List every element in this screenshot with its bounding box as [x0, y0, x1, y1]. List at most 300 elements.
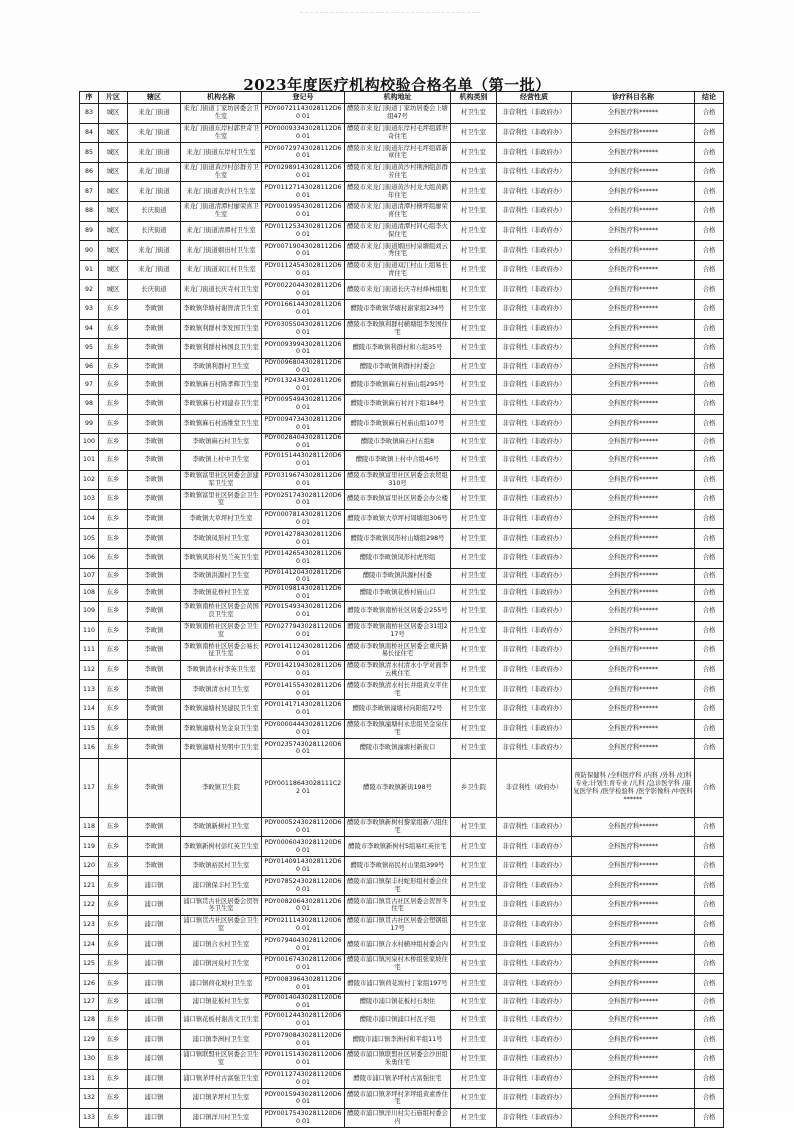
cell-address: 醴陵市浦口镇贯古社区居委会贺智冬住宅 — [345, 896, 451, 916]
cell-seq: 101 — [80, 450, 99, 470]
cell-town: 李畋镇 — [128, 434, 181, 451]
cell-town: 来龙门街道 — [128, 241, 181, 261]
table-row — [80, 856, 724, 876]
table-row — [80, 758, 724, 817]
cell-result: 合格 — [695, 568, 724, 585]
cell-seq: 107 — [80, 568, 99, 585]
cell-town: 李畋镇 — [128, 660, 181, 680]
cell-seq: 106 — [80, 548, 99, 568]
cell-area: 东乡 — [99, 1010, 128, 1030]
table-row — [80, 182, 724, 202]
cell-subjects: 全科医疗科****** — [572, 319, 695, 339]
table-header-row — [80, 92, 724, 104]
cell-result: 合格 — [695, 1010, 724, 1030]
cell-subjects: 全科医疗科****** — [572, 241, 695, 261]
cell-reg: PDY01514430281120D60 01 — [262, 450, 345, 470]
cell-area: 城区 — [99, 123, 128, 143]
cell-nature: 非营利性（非政府办） — [497, 414, 572, 434]
cell-area: 东乡 — [99, 358, 128, 375]
cell-result: 合格 — [695, 1089, 724, 1109]
cell-subjects: 全科医疗科****** — [572, 414, 695, 434]
cell-area: 城区 — [99, 221, 128, 241]
cell-subjects: 全科医疗科****** — [572, 1030, 695, 1050]
cell-seq: 122 — [80, 896, 99, 916]
col-header-reg: 登记号 — [262, 92, 345, 104]
cell-seq: 117 — [80, 758, 99, 817]
cell-nature: 非营利性（非政府办） — [497, 739, 572, 759]
cell-subjects: 全科医疗科****** — [572, 621, 695, 641]
cell-reg: PDY00820643028112D60 01 — [262, 896, 345, 916]
cell-area: 东乡 — [99, 1030, 128, 1050]
cell-seq: 110 — [80, 621, 99, 641]
cell-name: 李畋镇南桥社区居委会黄国良卫生室 — [181, 601, 262, 621]
cell-category: 村卫生室 — [451, 299, 497, 319]
cell-address: 醴陵市来龙门街道长庆寺村烽林组租 — [345, 280, 451, 300]
table-body — [80, 104, 724, 1128]
cell-town: 浦口镇 — [128, 954, 181, 974]
cell-subjects: 全科医疗科****** — [572, 1049, 695, 1069]
cell-nature: 非营利性（非政府办） — [497, 1049, 572, 1069]
cell-address: 醴陵市浦口镇洋川村尖石庙组村委会内 — [345, 1108, 451, 1128]
cell-result: 合格 — [695, 434, 724, 451]
cell-area: 城区 — [99, 241, 128, 261]
cell-subjects: 全科医疗科****** — [572, 837, 695, 857]
cell-reg: PDY01415543028112D60 01 — [262, 680, 345, 700]
cell-nature: 非营利性（非政府办） — [497, 1108, 572, 1128]
table-row — [80, 1089, 724, 1109]
cell-address: 醴陵市来龙门街道东岸村毛坪组郭新章住宅 — [345, 143, 451, 163]
cell-result: 合格 — [695, 414, 724, 434]
cell-town: 来龙门街道 — [128, 104, 181, 124]
cell-result: 合格 — [695, 201, 724, 221]
cell-address: 醴陵市来龙门街道双江村山上组易长青住宅 — [345, 260, 451, 280]
cell-reg: PDY00167430281120D60 01 — [262, 954, 345, 974]
cell-subjects: 全科医疗科****** — [572, 585, 695, 602]
cell-category: 村卫生室 — [451, 201, 497, 221]
cell-subjects: 全科医疗科****** — [572, 680, 695, 700]
cell-name: 浦口镇合水村卫生室 — [181, 935, 262, 955]
cell-address: 醴陵市来龙门街道东岸村毛坪组郭世奇住宅 — [345, 123, 451, 143]
cell-nature: 非营利性（非政府办） — [497, 601, 572, 621]
cell-reg: PDY01098143028112D60 01 — [262, 585, 345, 602]
cell-reg: PDY01661443028112D60 01 — [262, 299, 345, 319]
cell-town: 浦口镇 — [128, 1089, 181, 1109]
col-header-seq: 序 — [80, 92, 99, 104]
cell-address: 醴陵市李畋镇利群村村委会 — [345, 358, 451, 375]
cell-name: 李畋镇麻石村陈孝辉卫生室 — [181, 375, 262, 395]
cell-reg: PDY01417143028112D60 01 — [262, 699, 345, 719]
cell-subjects: 全科医疗科****** — [572, 856, 695, 876]
cell-reg: PDY07852430281120D60 01 — [262, 876, 345, 896]
cell-reg: PDY02779430281120D60 01 — [262, 621, 345, 641]
cell-name: 李畋镇凤形村卫生室 — [181, 529, 262, 549]
cell-name: 来龙门街道清潭村卫生室 — [181, 221, 262, 241]
cell-result: 合格 — [695, 954, 724, 974]
cell-area: 东乡 — [99, 876, 128, 896]
cell-result: 合格 — [695, 104, 724, 124]
cell-town: 浦口镇 — [128, 915, 181, 935]
cell-address: 醴陵市李畋镇新街198号 — [345, 758, 451, 817]
cell-address: 醴陵市李畋镇南桥社区居委会重庆路易长征住宅 — [345, 641, 451, 661]
cell-name: 李畋镇麻石村汤维堂卫生室 — [181, 414, 262, 434]
table-row — [80, 601, 724, 621]
cell-nature: 非营利性（非政府办） — [497, 954, 572, 974]
cell-reg: PDY02357430281120D60 01 — [262, 739, 345, 759]
cell-town: 浦口镇 — [128, 1049, 181, 1069]
cell-result: 合格 — [695, 548, 724, 568]
cell-result: 合格 — [695, 601, 724, 621]
cell-result: 合格 — [695, 758, 724, 817]
cell-nature: 非营利性（非政府办） — [497, 660, 572, 680]
cell-name: 浦口镇保丰村卫生室 — [181, 876, 262, 896]
cell-nature: 非营利性（非政府办） — [497, 876, 572, 896]
cell-seq: 85 — [80, 143, 99, 163]
cell-subjects: 全科医疗科****** — [572, 529, 695, 549]
cell-subjects: 全科医疗科****** — [572, 104, 695, 124]
cell-address: 醴陵市浦口镇联盟社区居委会沙田组朱勇住宅 — [345, 1049, 451, 1069]
cell-area: 东乡 — [99, 974, 128, 994]
cell-reg: PDY01549343028112D60 01 — [262, 601, 345, 621]
cell-subjects: 全科医疗科****** — [572, 719, 695, 739]
table-row — [80, 450, 724, 470]
cell-name: 李畋镇富里社区居委会卫生室 — [181, 490, 262, 510]
cell-area: 东乡 — [99, 339, 128, 359]
cell-name: 李畋镇富里社区居委会彭建军卫生室 — [181, 470, 262, 490]
cell-town: 李畋镇 — [128, 856, 181, 876]
cell-name: 浦口镇茅坪村卫生室 — [181, 1089, 262, 1109]
table-row — [80, 299, 724, 319]
cell-town: 浦口镇 — [128, 1069, 181, 1089]
cell-reg: PDY01127143028112D60 01 — [262, 182, 345, 202]
table-row — [80, 358, 724, 375]
cell-result: 合格 — [695, 739, 724, 759]
cell-nature: 非营利性（非政府办） — [497, 856, 572, 876]
cell-subjects: 全科医疗科****** — [572, 490, 695, 510]
table-row — [80, 641, 724, 661]
cell-address: 醴陵市李畋镇麻石村河下组184号 — [345, 395, 451, 415]
cell-name: 李畋镇清水村卫生室 — [181, 680, 262, 700]
cell-category: 村卫生室 — [451, 280, 497, 300]
cell-reg: PDY00060430281120D60 01 — [262, 837, 345, 857]
col-header-name: 机构名称 — [181, 92, 262, 104]
cell-address: 醴陵市李畋镇潼塘村永忠组吴金泉住宅 — [345, 719, 451, 739]
cell-reg: PDY02517430281120D60 01 — [262, 490, 345, 510]
table-row — [80, 1108, 724, 1128]
cell-reg: PDY00839643028112D60 01 — [262, 974, 345, 994]
cell-category: 村卫生室 — [451, 182, 497, 202]
cell-result: 合格 — [695, 299, 724, 319]
cell-area: 东乡 — [99, 568, 128, 585]
cell-town: 李畋镇 — [128, 358, 181, 375]
cell-nature: 非营利性（非政府办） — [497, 375, 572, 395]
cell-nature: 非营利性（非政府办） — [497, 182, 572, 202]
cell-town: 浦口镇 — [128, 1010, 181, 1030]
cell-nature: 非营利性（非政府办） — [497, 280, 572, 300]
col-header-result: 结论 — [695, 92, 724, 104]
cell-name: 浦口镇河泉村卫生室 — [181, 954, 262, 974]
cell-category: 村卫生室 — [451, 856, 497, 876]
cell-subjects: 全科医疗科****** — [572, 660, 695, 680]
cell-reg: PDY00947343028112D60 01 — [262, 414, 345, 434]
cell-address: 醴陵市浦口镇浦口村瓦子组 — [345, 1010, 451, 1030]
table-row — [80, 123, 724, 143]
cell-town: 浦口镇 — [128, 1030, 181, 1050]
cell-name: 来龙门街道黄沙村卫生室 — [181, 182, 262, 202]
cell-result: 合格 — [695, 896, 724, 916]
table-row — [80, 339, 724, 359]
cell-nature: 非营利性（非政府办） — [497, 641, 572, 661]
cell-name: 李畋镇大草坪村卫生室 — [181, 509, 262, 529]
col-header-category: 机构类别 — [451, 92, 497, 104]
table-row — [80, 162, 724, 182]
cell-town: 长庆街道 — [128, 280, 181, 300]
cell-seq: 95 — [80, 339, 99, 359]
cell-seq: 96 — [80, 358, 99, 375]
cell-seq: 92 — [80, 280, 99, 300]
cell-name: 浦口镇荷花坡村卫生室 — [181, 974, 262, 994]
cell-result: 合格 — [695, 470, 724, 490]
table-row — [80, 680, 724, 700]
cell-address: 醴陵市来龙门街道丁家坊居委会上塘组47号 — [345, 104, 451, 124]
cell-category: 村卫生室 — [451, 509, 497, 529]
cell-result: 合格 — [695, 585, 724, 602]
cell-category: 村卫生室 — [451, 680, 497, 700]
cell-result: 合格 — [695, 1049, 724, 1069]
cell-address: 醴陵市浦口镇茅坪村茅坪组黄素香住宅 — [345, 1089, 451, 1109]
cell-seq: 116 — [80, 739, 99, 759]
cell-nature: 非营利性（非政府办） — [497, 1010, 572, 1030]
cell-result: 合格 — [695, 241, 724, 261]
cell-name: 李畋镇潼塘村吴金泉卫生室 — [181, 719, 262, 739]
cell-seq: 113 — [80, 680, 99, 700]
cell-nature: 非营利性（非政府办） — [497, 1069, 572, 1089]
cell-address: 醴陵市浦口镇合水村横冲组村委会内 — [345, 935, 451, 955]
cell-seq: 109 — [80, 601, 99, 621]
cell-area: 东乡 — [99, 954, 128, 974]
cell-area: 东乡 — [99, 837, 128, 857]
cell-subjects: 全科医疗科****** — [572, 548, 695, 568]
cell-reg: PDY01421943028112D60 01 — [262, 660, 345, 680]
cell-address: 醴陵市李畋镇南桥社区居委会31组217号 — [345, 621, 451, 641]
cell-name: 浦口镇洋川村卫生室 — [181, 1108, 262, 1128]
cell-town: 来龙门街道 — [128, 162, 181, 182]
cell-nature: 非营利性（非政府办） — [497, 221, 572, 241]
cell-town: 李畋镇 — [128, 375, 181, 395]
cell-area: 东乡 — [99, 434, 128, 451]
cell-result: 合格 — [695, 974, 724, 994]
cell-seq: 131 — [80, 1069, 99, 1089]
cell-category: 村卫生室 — [451, 434, 497, 451]
cell-nature: 非营利性（非政府办） — [497, 994, 572, 1011]
cell-name: 李畋镇麻石村卫生室 — [181, 434, 262, 451]
cell-result: 合格 — [695, 339, 724, 359]
cell-subjects: 全科医疗科****** — [572, 954, 695, 974]
cell-category: 乡卫生院 — [451, 758, 497, 817]
cell-subjects: 全科医疗科****** — [572, 699, 695, 719]
cell-result: 合格 — [695, 395, 724, 415]
cell-subjects: 预防保健科 /全科医疗科 /内科 /外科 /妇科专业;计划生育专业 /儿科 /急诊医学科 /康复医学科 /医学检验科 /医学影像科 /中医科****** — [572, 758, 695, 817]
cell-category: 村卫生室 — [451, 817, 497, 837]
cell-name: 来龙门街道长庆寺村卫生室 — [181, 280, 262, 300]
cell-address: 醴陵市浦口镇花板村石坝住 — [345, 994, 451, 1011]
cell-nature: 非营利性（非政府办） — [497, 935, 572, 955]
cell-subjects: 全科医疗科****** — [572, 299, 695, 319]
cell-town: 李畋镇 — [128, 568, 181, 585]
cell-nature: 非营利性（非政府办） — [497, 241, 572, 261]
cell-name: 李畋镇利群村卫生室 — [181, 358, 262, 375]
cell-area: 城区 — [99, 201, 128, 221]
table-row — [80, 660, 724, 680]
cell-town: 李畋镇 — [128, 621, 181, 641]
cell-reg: PDY00220443028112D60 01 — [262, 280, 345, 300]
cell-area: 东乡 — [99, 758, 128, 817]
cell-result: 合格 — [695, 680, 724, 700]
cell-reg: PDY01411243028112D60 01 — [262, 641, 345, 661]
cell-category: 村卫生室 — [451, 915, 497, 935]
cell-nature: 非营利性（非政府办） — [497, 548, 572, 568]
cell-town: 李畋镇 — [128, 319, 181, 339]
cell-nature: 非营利性（非政府办） — [497, 162, 572, 182]
col-header-subjects: 诊疗科目名称 — [572, 92, 695, 104]
cell-town: 李畋镇 — [128, 490, 181, 510]
cell-address: 醴陵市来龙门街道姻田村泉塘组刘云秀住宅 — [345, 241, 451, 261]
cell-area: 东乡 — [99, 817, 128, 837]
cell-category: 村卫生室 — [451, 1108, 497, 1128]
cell-category: 村卫生室 — [451, 104, 497, 124]
cell-address: 醴陵市李畋镇南桥社区居委会255号 — [345, 601, 451, 621]
cell-name: 浦口镇茅坪村古富强卫生室 — [181, 1069, 262, 1089]
cell-area: 东乡 — [99, 375, 128, 395]
cell-seq: 132 — [80, 1089, 99, 1109]
cell-result: 合格 — [695, 837, 724, 857]
cell-result: 合格 — [695, 319, 724, 339]
cell-town: 来龙门街道 — [128, 182, 181, 202]
cell-seq: 99 — [80, 414, 99, 434]
cell-reg: PDY00078143028112D60 01 — [262, 509, 345, 529]
cell-reg: PDY01127430281120D60 01 — [262, 1069, 345, 1089]
cell-category: 村卫生室 — [451, 1030, 497, 1050]
cell-nature: 非营利性（非政府办） — [497, 201, 572, 221]
cell-subjects: 全科医疗科****** — [572, 260, 695, 280]
cell-name: 来龙门街道清潭村廖荣喜卫生室 — [181, 201, 262, 221]
cell-name: 李畋镇利群村李发国卫生室 — [181, 319, 262, 339]
cell-nature: 非营利性（非政府办） — [497, 319, 572, 339]
institution-table — [79, 91, 724, 1128]
cell-address: 醴陵市李畋镇利群村和六组35号 — [345, 339, 451, 359]
cell-area: 城区 — [99, 104, 128, 124]
cell-reg: PDY01412043028112D60 01 — [262, 568, 345, 585]
cell-category: 村卫生室 — [451, 1069, 497, 1089]
cell-seq: 119 — [80, 837, 99, 857]
cell-nature: 非营利性（非政府办） — [497, 817, 572, 837]
cell-subjects: 全科医疗科****** — [572, 974, 695, 994]
cell-address: 醴陵市浦口镇保丰村蛇形组村委会住宅 — [345, 876, 451, 896]
table-row — [80, 529, 724, 549]
cell-result: 合格 — [695, 529, 724, 549]
cell-nature: 非营利性（非政府办） — [497, 123, 572, 143]
cell-seq: 118 — [80, 817, 99, 837]
table-row — [80, 621, 724, 641]
cell-nature: 非营利性（非政府办） — [497, 1089, 572, 1109]
cell-reg: PDY00284043028112D60 01 — [262, 434, 345, 451]
table-row — [80, 470, 724, 490]
cell-area: 东乡 — [99, 1069, 128, 1089]
cell-reg: PDY00004443028112D60 01 — [262, 719, 345, 739]
cell-category: 村卫生室 — [451, 935, 497, 955]
cell-subjects: 全科医疗科****** — [572, 601, 695, 621]
cell-seq: 88 — [80, 201, 99, 221]
cell-address: 醴陵市李畋镇麻石村庙山组295号 — [345, 375, 451, 395]
cell-category: 村卫生室 — [451, 585, 497, 602]
cell-town: 李畋镇 — [128, 585, 181, 602]
cell-subjects: 全科医疗科****** — [572, 221, 695, 241]
cell-nature: 非营利性（非政府办） — [497, 395, 572, 415]
cell-nature: 非营利性（非政府办） — [497, 509, 572, 529]
cell-reg: PDY00939943028112D60 01 — [262, 339, 345, 359]
cell-area: 城区 — [99, 143, 128, 163]
cell-name: 来龙门街道姻田村卫生室 — [181, 241, 262, 261]
cell-nature: 非营利性（非政府办） — [497, 260, 572, 280]
cell-reg: PDY00124430281120D60 01 — [262, 1010, 345, 1030]
table-row — [80, 915, 724, 935]
cell-subjects: 全科医疗科****** — [572, 201, 695, 221]
table-row — [80, 837, 724, 857]
cell-town: 来龙门街道 — [128, 143, 181, 163]
cell-reg: PDY00199543028112D60 01 — [262, 201, 345, 221]
cell-address: 醴陵市李畋镇上村中合组46号 — [345, 450, 451, 470]
cell-name: 李畋镇南桥社区居委会卫生室 — [181, 621, 262, 641]
cell-town: 李畋镇 — [128, 529, 181, 549]
table-row — [80, 1010, 724, 1030]
cell-reg: PDY02989143028112D60 01 — [262, 162, 345, 182]
cell-town: 李畋镇 — [128, 548, 181, 568]
cell-nature: 非营利性（非政府办） — [497, 434, 572, 451]
cell-name: 浦口镇联盟社区居委会卫生室 — [181, 1049, 262, 1069]
cell-name: 来龙门街道东岸村郭世奇卫生室 — [181, 123, 262, 143]
cell-area: 东乡 — [99, 509, 128, 529]
cell-seq: 89 — [80, 221, 99, 241]
cell-area: 城区 — [99, 280, 128, 300]
cell-category: 村卫生室 — [451, 529, 497, 549]
cell-category: 村卫生室 — [451, 699, 497, 719]
cell-town: 浦口镇 — [128, 994, 181, 1011]
cell-address: 醴陵市来龙门街道黄沙村荆洲组彭群芳住宅 — [345, 162, 451, 182]
cell-seq: 87 — [80, 182, 99, 202]
cell-address: 醴陵市李畋镇新树村黎家组新八组住宅 — [345, 817, 451, 837]
cell-category: 村卫生室 — [451, 470, 497, 490]
cell-category: 村卫生室 — [451, 876, 497, 896]
cell-address: 醴陵市李畋镇凤形村山塘组298号 — [345, 529, 451, 549]
cell-category: 村卫生室 — [451, 641, 497, 661]
cell-reg: PDY00721143028112D60 01 — [262, 104, 345, 124]
cell-result: 合格 — [695, 260, 724, 280]
cell-nature: 非营利性（非政府办） — [497, 470, 572, 490]
cell-category: 村卫生室 — [451, 719, 497, 739]
cell-seq: 120 — [80, 856, 99, 876]
cell-category: 村卫生室 — [451, 319, 497, 339]
cell-area: 东乡 — [99, 490, 128, 510]
cell-subjects: 全科医疗科****** — [572, 1108, 695, 1128]
cell-town: 李畋镇 — [128, 758, 181, 817]
cell-town: 李畋镇 — [128, 837, 181, 857]
cell-area: 东乡 — [99, 450, 128, 470]
cell-category: 村卫生室 — [451, 974, 497, 994]
cell-subjects: 全科医疗科****** — [572, 1069, 695, 1089]
cell-name: 浦口镇花板村谢善文卫生室 — [181, 1010, 262, 1030]
cell-subjects: 全科医疗科****** — [572, 162, 695, 182]
cell-reg: PDY00954943028112D60 01 — [262, 395, 345, 415]
cell-town: 李畋镇 — [128, 641, 181, 661]
